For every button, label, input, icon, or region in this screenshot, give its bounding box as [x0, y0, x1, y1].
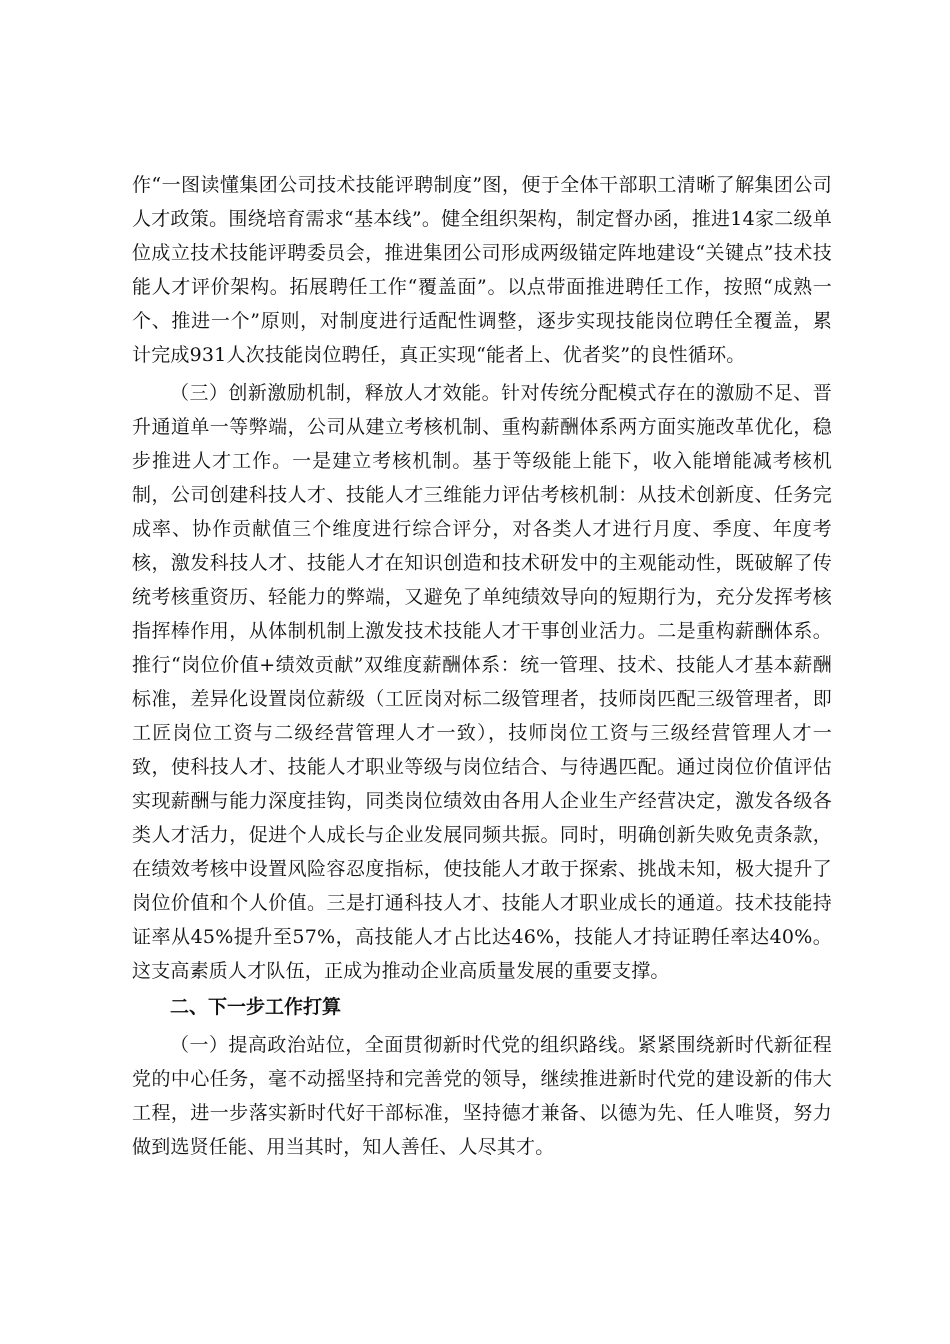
- paragraph-continuation: 作“一图读懂集团公司技术技能评聘制度”图，便于全体干部职工清晰了解集团公司人才政策。围绕培育需求“基本线”。健全组织架构，制定督办函，推进14家二级单位成立技术技能评聘委员会，推进集团公司形成两级锚定阵地建设“关键点”技术技能人才评价架构。拓展聘任工作“覆盖面”。以点带面推进聘任工作，按照“成熟一个、推进一个”原则，对制度进行适配性调整，逐步实现技能岗位聘任全覆盖，累计完成931人次技能岗位聘任，真正实现“能者上、优者奖”的良性循环。: [132, 174, 832, 366]
- paragraph-innovate-incentive: （三）创新激励机制，释放人才效能。针对传统分配模式存在的激励不足、晋升通道单一等弊端，公司从建立考核机制、重构薪酬体系两方面实施改革优化，稳步推进人才工作。一是建立考核机制。基于等级能上能下，收入能增能减考核机制，公司创建科技人才、技能人才三维能力评估考核机制：从技术创新度、任务完成率、协作贡献值三个维度进行综合评分，对各类人才进行月度、季度、年度考核，激发科技人才、技能人才在知识创造和技术研发中的主观能动性，既破解了传统考核重资历、轻能力的弊端，又避免了单纯绩效导向的短期行为，充分发挥考核指挥棒作用，从体制机制上激发技术技能人才干事创业活力。二是重构薪酬体系。推行“岗位价值+绩效贡献”双维度薪酬体系：统一管理、技术、技能人才基本薪酬标准，差异化设置岗位薪级（工匠岗对标二级管理者，技师岗匹配三级管理者，即工匠岗位工资与二级经营管理人才一致），技师岗位工资与三级经营管理人才一致，使科技人才、技能人才职业等级与岗位结合、与待遇匹配。通过岗位价值评估实现薪酬与能力深度挂钩，同类岗位绩效由各用人企业生产经营决定，激发各级各类人才活力，促进个人成长与企业发展同频共振。同时，明确创新失败免责条款，在绩效考核中设置风险容忍度指标，使技能人才敢于探索、挑战未知，极大提升了岗位价值和个人价值。三是打通科技人才、技能人才职业成长的通道。技术技能持证率从45%提升至57%，高技能人才占比达46%，技能人才持证聘任率达40%。这支高素质人才队伍，正成为推动企业高质量发展的重要支撑。: [132, 382, 832, 982]
- document-body: [132, 168, 832, 1164]
- paragraph-political-standing: （一）提高政治站位，全面贯彻新时代党的组织路线。紧紧围绕新时代新征程党的中心任务，毫不动摇坚持和完善党的领导，继续推进新时代党的建设新的伟大工程，进一步落实新时代好干部标准，坚持德才兼备、以德为先、任人唯贤，努力做到选贤任能、用当其时，知人善任、人尽其才。: [132, 1034, 832, 1158]
- section-heading-next-steps: 二、下一步工作打算: [170, 996, 342, 1018]
